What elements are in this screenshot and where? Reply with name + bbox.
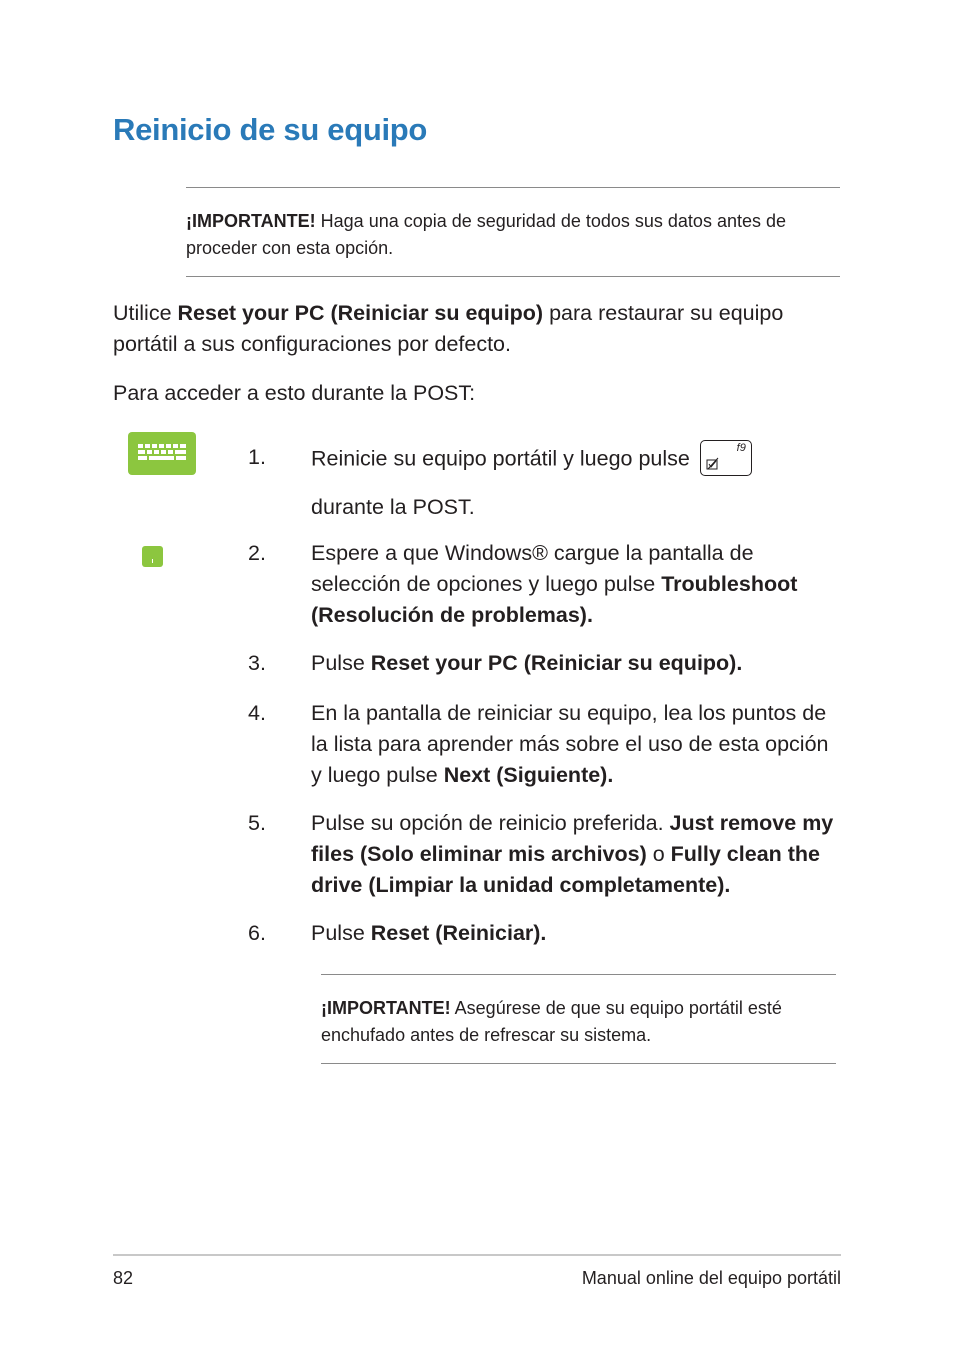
f9-key-icon: f9 — [700, 440, 752, 476]
note-bottom-divider — [186, 276, 840, 277]
step-1-number: 1. — [248, 445, 266, 469]
step-4-text: En la pantalla de reiniciar su equipo, lea los puntos de la lista para aprender más sobre el uso de esta opción y luego pulse Next (Siguiente). — [311, 701, 829, 787]
step-2-number: 2. — [248, 541, 266, 565]
intro-option-name: Reset your PC (Reiniciar su equipo) — [177, 301, 544, 325]
note-top-divider — [186, 187, 840, 188]
note2-bottom-divider — [321, 1063, 836, 1064]
tablet-icon — [142, 546, 163, 567]
step-4-number: 4. — [248, 701, 266, 725]
step-5-number: 5. — [248, 811, 266, 835]
footer-divider — [113, 1254, 841, 1256]
manual-title: Manual online del equipo portátil — [581, 1268, 841, 1288]
intro-paragraph: Utilice Reset your PC (Reiniciar su equipo) para restaurar su equipo portátil a sus configuraciones por defecto. — [113, 301, 784, 356]
note2-label: ¡IMPORTANTE! — [321, 998, 451, 1018]
important-note-2 — [321, 995, 836, 1049]
page-title: Reinicio de su equipo — [113, 112, 428, 147]
note-label: ¡IMPORTANTE! — [186, 211, 316, 231]
note2-text: Asegúrese de que su equipo portátil esté enchufado antes de refrescar su sistema. — [321, 998, 782, 1045]
step-6-number: 6. — [248, 921, 266, 945]
step-3-text: Pulse Reset your PC (Reiniciar su equipo). — [311, 651, 743, 675]
keyboard-icon — [128, 432, 196, 475]
access-instruction: Para acceder a esto durante la POST: — [113, 381, 476, 405]
step-5-text: Pulse su opción de reinicio preferida. Just remove my files (Solo eliminar mis archivos) o Fully clean the drive (Limpiar la unidad completamente). — [311, 811, 834, 897]
note-text: Haga una copia de seguridad de todos sus datos antes de proceder con esta opción. — [186, 211, 786, 258]
step-1-text: Reinicie su equipo portátil y luego pulse f9 durante la POST. — [311, 442, 841, 523]
step-6-text: Pulse Reset (Reiniciar). — [311, 921, 547, 945]
step-2-text: Espere a que Windows® cargue la pantalla de selección de opciones y luego pulse Troubleshoot (Resolución de problemas). — [311, 541, 798, 627]
page-number: 82 — [113, 1268, 134, 1288]
step-3-number: 3. — [248, 651, 266, 675]
note2-top-divider — [321, 974, 836, 975]
important-note — [186, 208, 846, 262]
